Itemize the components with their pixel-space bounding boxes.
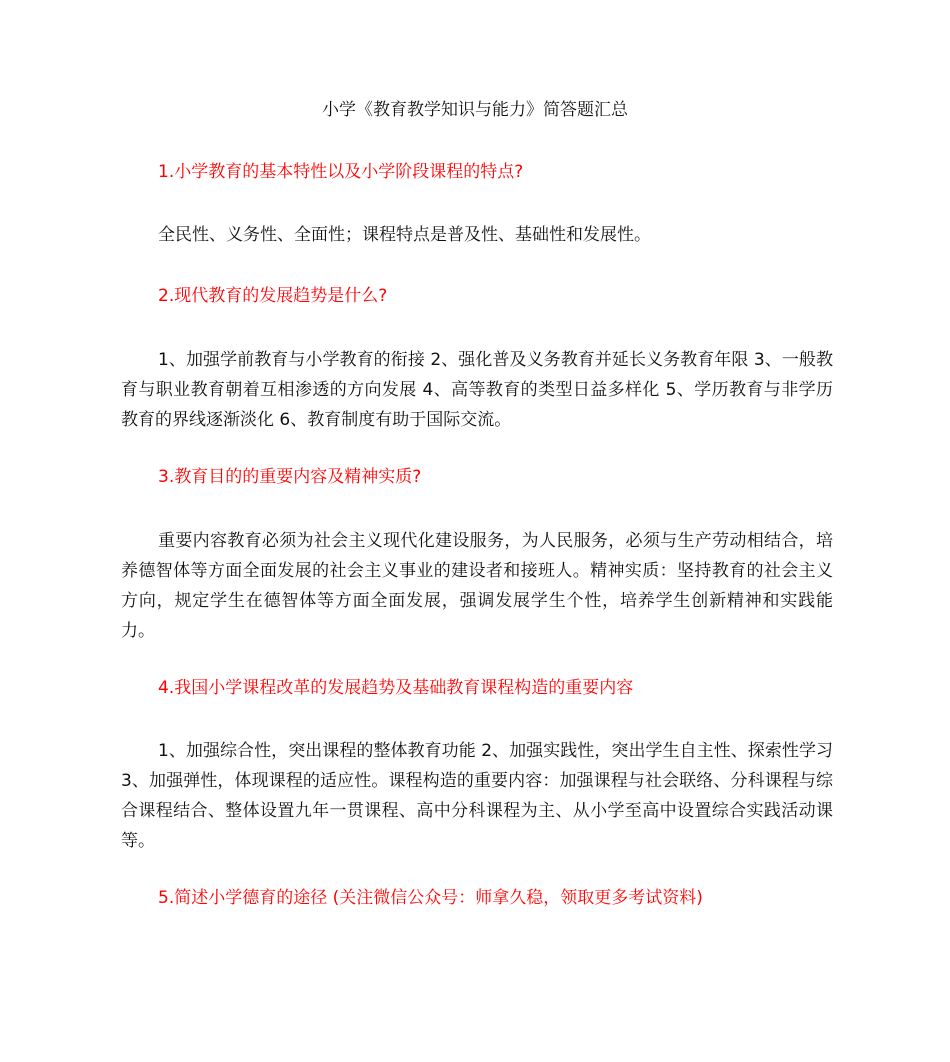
answer-1: 全民性、义务性、全面性；课程特点是普及性、基础性和发展性。 [158,225,651,245]
page-title: 小学《教育教学知识与能力》简答题汇总 [322,100,628,120]
answer-3: 重要内容教育必须为社会主义现代化建设服务，为人民服务，必须与生产劳动相结合，培养德智体等方面全面发展的社会主义事业的建设者和接班人。精神实质：坚持教育的社会主义方向，规定学生在德智体等方面全面发展，强调发展学生个性，培养学生创新精神和实践能力。 [121,531,833,641]
answer-2: 1、加强学前教育与小学教育的衔接 2、强化普及义务教育并延长义务教育年限 3、一般教育与职业教育朝着互相渗透的方向发展 4、高等教育的类型日益多样化 5、学历教育与非学历教育的界线逐渐淡化 6、教育制度有助于国际交流。 [121,350,833,430]
question-3: 3.教育目的的重要内容及精神实质? [158,467,422,487]
question-5: 5.简述小学德育的途径 (关注微信公众号：师拿久稳，领取更多考试资料) [158,888,703,908]
question-1: 1.小学教育的基本特性以及小学阶段课程的特点? [158,162,524,182]
answer-4: 1、加强综合性，突出课程的整体教育功能 2、加强实践性，突出学生自主性、探索性学习 3、加强弹性，体现课程的适应性。课程构造的重要内容：加强课程与社会联络、分科课程与综合课程结合、整体设置九年一贯课程、高中分科课程为主、从小学至高中设置综合实践活动课等。 [121,741,833,851]
question-4: 4.我国小学课程改革的发展趋势及基础教育课程构造的重要内容 [158,678,634,698]
question-2: 2.现代教育的发展趋势是什么? [158,286,388,306]
